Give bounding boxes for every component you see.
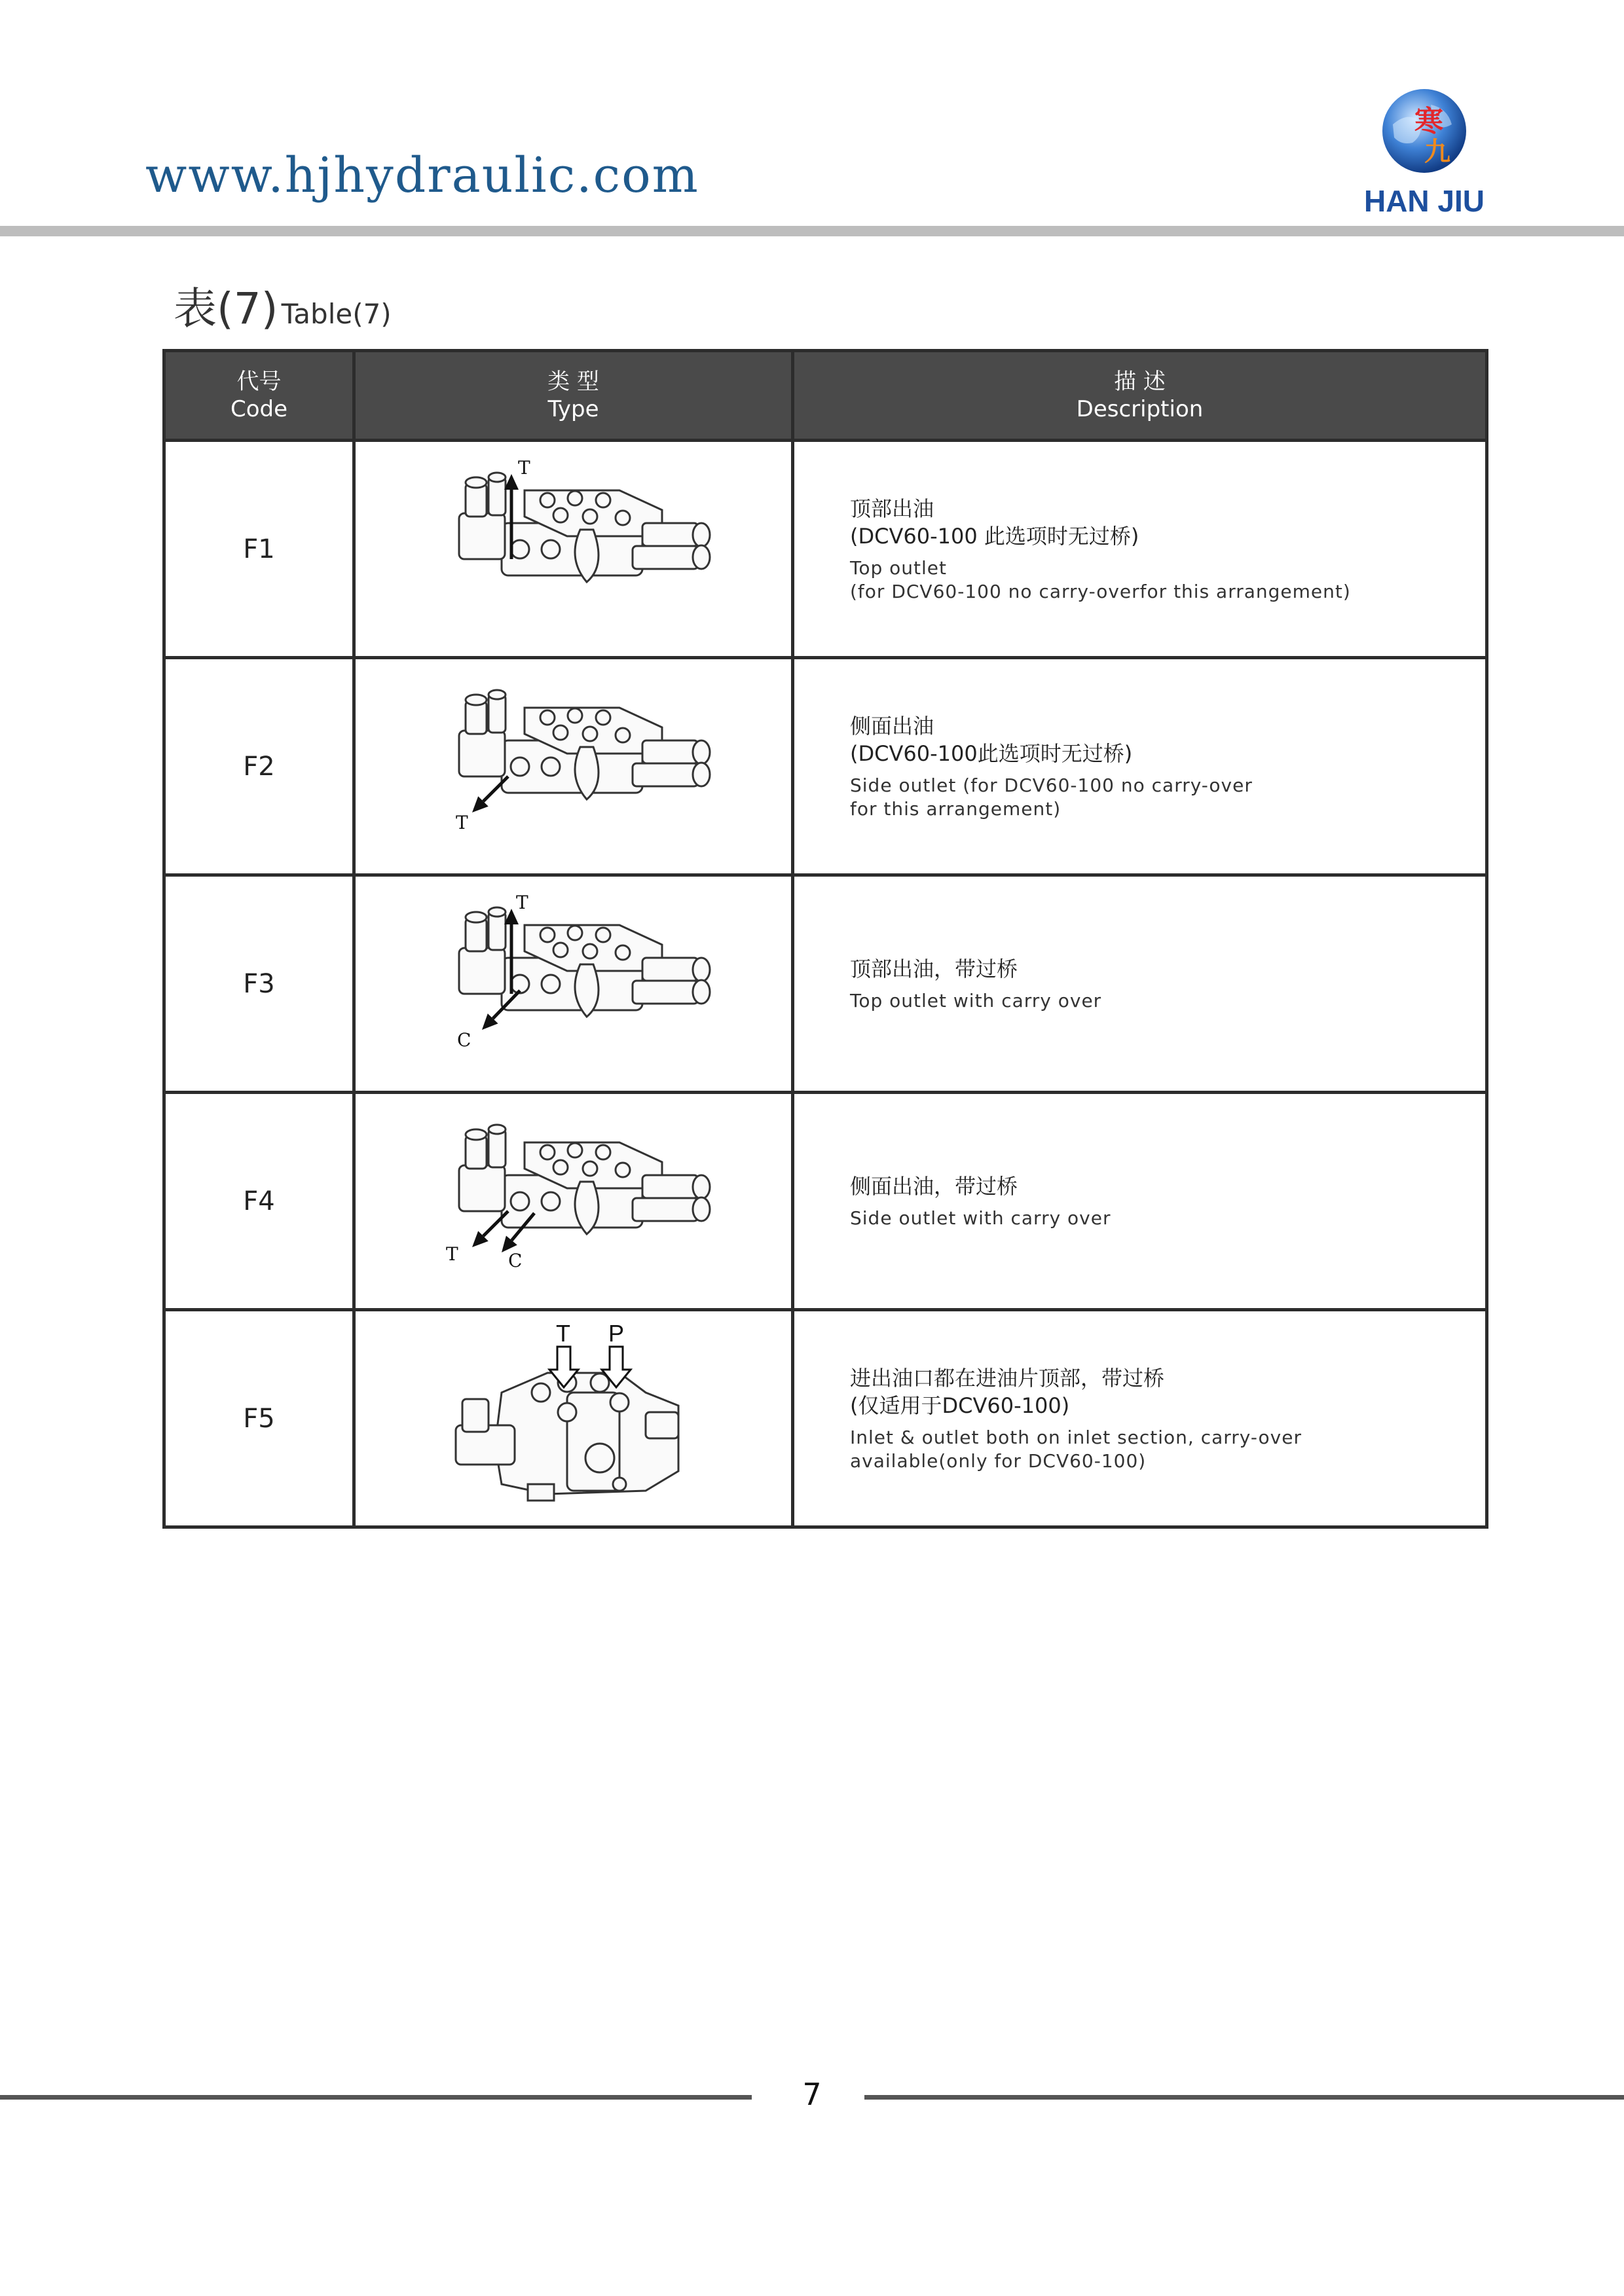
row-code: F1 [164, 441, 354, 658]
page-number: 7 [802, 2077, 822, 2112]
column-header-en: Code [230, 396, 288, 422]
column-header-description [793, 351, 1487, 441]
valve-body [459, 1125, 710, 1234]
han-jiu-logo [1359, 85, 1503, 223]
footer-rule-left [0, 2095, 752, 2100]
table-row [164, 658, 1487, 875]
valve-body [456, 1373, 678, 1501]
row-description [793, 1093, 1487, 1310]
port-label: T [517, 456, 530, 479]
logo-text: HAN JIU [1363, 184, 1485, 218]
column-header-en: Type [547, 396, 599, 422]
description-zh-line: 进出油口都在进油片顶部，带过桥 [850, 1365, 1165, 1391]
port-label: C [507, 1249, 522, 1271]
column-header-zh: 类 型 [547, 369, 599, 395]
table-header-row [164, 351, 1487, 441]
column-header-type [354, 351, 793, 441]
port-label: T [515, 891, 528, 913]
table-row [164, 1093, 1487, 1310]
row-code: F4 [164, 1093, 354, 1310]
carryover-arrow-c [457, 991, 520, 1051]
row-code: F2 [164, 658, 354, 875]
description-en-line: (for DCV60-100 no carry-overfor this arrangement) [850, 580, 1351, 602]
valve-body [459, 907, 710, 1017]
control-valve-diagram [403, 1103, 744, 1300]
description-en-line: Side outlet with carry over [850, 1207, 1111, 1229]
description-zh-line: (仅适用于DCV60-100) [850, 1393, 1070, 1418]
description-zh-line: (DCV60-100此选项时无过桥) [850, 740, 1133, 766]
column-header-zh: 描 述 [1114, 369, 1166, 395]
description-en-line: Top outlet with carry over [850, 989, 1102, 1011]
footer-rule-right [864, 2095, 1624, 2100]
outlet-options-table [162, 349, 1488, 1529]
row-type-illustration [354, 441, 793, 658]
control-valve-diagram [403, 668, 744, 865]
row-type-illustration [354, 875, 793, 1093]
site-url[interactable]: www.hjhydraulic.com [145, 147, 699, 204]
row-type-illustration [354, 658, 793, 875]
description-zh-line: 侧面出油，带过桥 [850, 1173, 1018, 1199]
description-en-line: available(only for DCV60-100) [850, 1449, 1147, 1472]
column-header-code [164, 351, 354, 441]
row-code: F3 [164, 875, 354, 1093]
table-row [164, 875, 1487, 1093]
valve-body [459, 473, 710, 582]
control-valve-diagram [403, 886, 744, 1082]
control-valve-diagram [403, 1321, 744, 1517]
logo-mark-char-1: 寒 [1414, 105, 1443, 138]
column-header-en: Description [1076, 396, 1204, 422]
table-title [174, 274, 392, 336]
globe-logo-icon [1378, 85, 1470, 177]
control-valve-diagram [403, 451, 744, 647]
description-zh-line: 侧面出油 [850, 713, 934, 738]
description-zh-line: (DCV60-100 此选项时无过桥) [850, 523, 1139, 549]
table-title-en: Table(7) [281, 298, 392, 330]
outlet-arrow-t [446, 1211, 508, 1265]
header-rule [0, 226, 1624, 236]
row-description [793, 441, 1487, 658]
logo-mark-char-2: 九 [1424, 137, 1450, 167]
row-description [793, 1310, 1487, 1527]
table-row [164, 1310, 1487, 1527]
description-en-line: for this arrangement) [850, 797, 1061, 820]
row-type-illustration [354, 1310, 793, 1527]
table-row [164, 441, 1487, 658]
row-type-illustration [354, 1093, 793, 1310]
outlet-arrow-t [456, 776, 508, 833]
port-label: T [445, 1243, 458, 1265]
table-title-zh: 表(7) [174, 283, 278, 334]
description-en-line: Side outlet (for DCV60-100 no carry-over [850, 774, 1253, 796]
description-zh-line: 顶部出油 [850, 496, 934, 521]
row-code: F5 [164, 1310, 354, 1527]
port-label: P [608, 1320, 624, 1347]
column-header-zh: 代号 [236, 369, 282, 395]
port-label: T [555, 1320, 570, 1347]
description-zh-line: 顶部出油，带过桥 [850, 956, 1018, 981]
row-description [793, 875, 1487, 1093]
valve-body [459, 690, 710, 799]
port-label: T [455, 811, 468, 833]
row-description [793, 658, 1487, 875]
description-en-line: Top outlet [850, 556, 947, 579]
port-label: C [456, 1029, 471, 1051]
description-en-line: Inlet & outlet both on inlet section, carry-over [850, 1426, 1302, 1448]
